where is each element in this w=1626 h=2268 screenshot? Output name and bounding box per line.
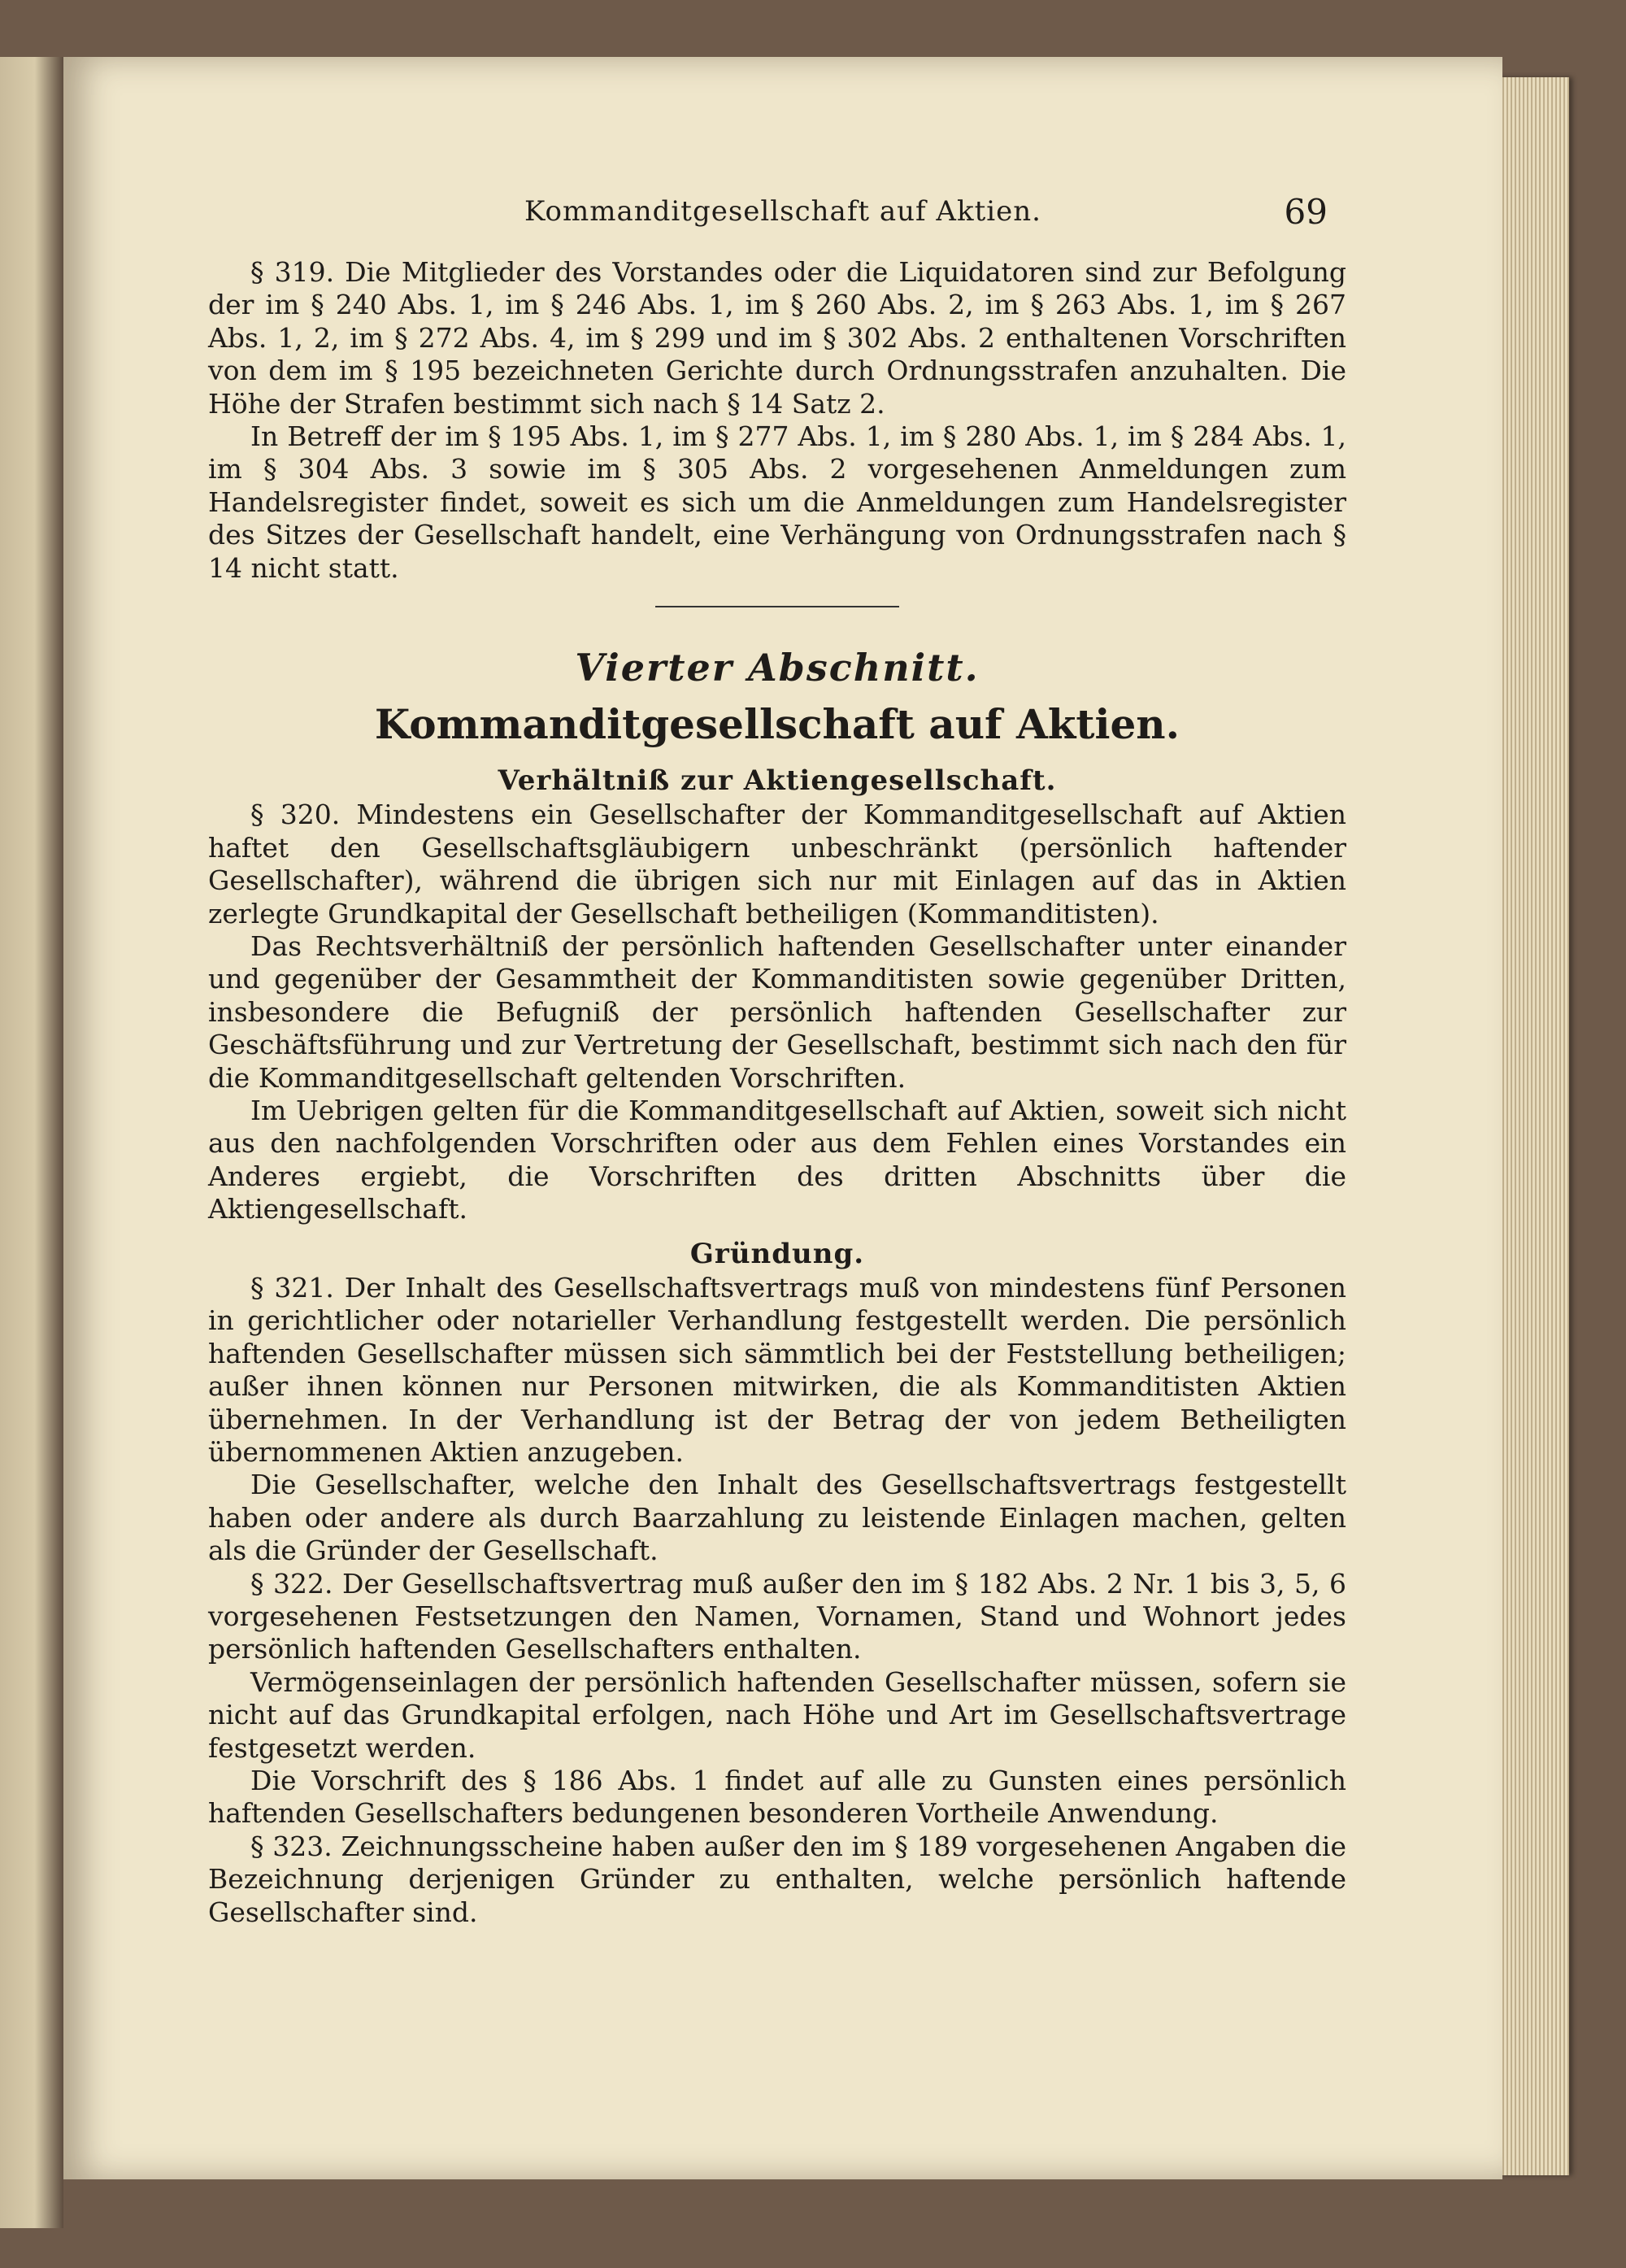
running-header xyxy=(63,192,1502,241)
paragraph-319: § 319. Die Mitglieder des Vorstandes oder die Liquidatoren sind zur Befolgung der im § 240 Abs. 1, im § 246 Abs. 1, im § 260 Abs. 2, im § 263 Abs. 1, im § 267 Abs. 1, 2, im § 272 Abs. 4, im § 299 und im § 302 Abs. 2 enthaltenen Vorschriften von dem im § 195 bezeichneten Gerichte durch Ordnungsstrafen anzuhalten. Die Höhe der Strafen bestimmt sich nach § 14 Satz 2. xyxy=(208,256,1346,420)
facing-page-edge xyxy=(0,57,63,2228)
paragraph-320: § 320. Mindestens ein Gesellschafter der Kommanditgesellschaft auf Aktien haftet den Gesellschaftsgläubigern unbeschränkt (persönlich haftender Gesellschafter), während die übrigen sich nur mit Einlagen auf das in Aktien zerlegte Grundkapital der Gesellschaft betheiligen (Kommanditisten). xyxy=(208,799,1346,929)
chapter-heading: Vierter Abschnitt. xyxy=(575,646,980,690)
paragraph-321-2: Die Gesellschafter, welche den Inhalt des Gesellschaftsvertrags festgestellt haben oder andere als durch Baarzahlung zu leistende Einlagen machen, gelten als die Gründer der Gesellschaft. xyxy=(208,1469,1346,1567)
running-header-title: Kommanditgesellschaft auf Aktien. xyxy=(524,195,1041,228)
paragraph-322-2: Vermögenseinlagen der persönlich haftenden Gesellschafter müssen, sofern sie nicht auf das Grundkapital erfolgen, nach Höhe und Art im Gesellschaftsvertrage festgesetzt werden. xyxy=(208,1665,1346,1764)
paragraph-320-2: Das Rechtsverhältniß der persönlich haftenden Gesellschafter unter einander und gegenüber der Gesammtheit der Kommanditisten sowie gegenüber Dritten, insbesondere die Befugniß der persönlich haftenden Gesellschafter zur Geschäftsführung und zur Vertretung der Gesellschaft, bestimmt sich nach den für die Kommanditgesellschaft geltenden Vorschriften. xyxy=(208,929,1346,1094)
paragraph-322: § 322. Der Gesellschaftsvertrag muß außer den im § 182 Abs. 2 Nr. 1 bis 3, 5, 6 vorgesehenen Festsetzungen den Namen, Vornamen, Stand und Wohnort jedes persönlich haftenden Gesellschafters enthalten. xyxy=(208,1567,1346,1665)
page-body xyxy=(208,256,1346,1929)
paragraph-321: § 321. Der Inhalt des Gesellschaftsvertrags muß von mindestens fünf Personen in gerichtlicher oder notarieller Verhandlung festgestellt werden. Die persönlich haftenden Gesellschafter müssen sich sämmtlich bei der Feststellung betheiligen; außer ihnen können nur Personen mitwirken, die als Kommanditisten Aktien übernehmen. In der Verhandlung ist der Betrag der von jedem Betheiligten übernommenen Aktien anzugeben. xyxy=(208,1271,1346,1468)
section-heading: Kommanditgesellschaft auf Aktien. xyxy=(374,700,1180,749)
paragraph-320-3: Im Uebrigen gelten für die Kommanditgesellschaft auf Aktien, soweit sich nicht aus den nachfolgenden Vorschriften oder aus dem Fehlen eines Vorstandes ein Anderes ergiebt, die Vorschriften des dritten Abschnitts über die Aktiengesellschaft. xyxy=(208,1094,1346,1225)
section-divider xyxy=(655,606,899,607)
subheading-founding: Gründung. xyxy=(689,1237,865,1270)
paragraph-323: § 323. Zeichnungsscheine haben außer den im § 189 vorgesehenen Angaben die Bezeichnung derjenigen Gründer zu enthalten, welche persönlich haftende Gesellschafter sind. xyxy=(208,1830,1346,1928)
paragraph-319-2: In Betreff der im § 195 Abs. 1, im § 277 Abs. 1, im § 280 Abs. 1, im § 284 Abs. 1, im § 304 Abs. 3 sowie im § 305 Abs. 2 vorgesehenen Anmeldungen zum Handelsregister findet, soweit es sich um die Anmeldungen zum Handelsregister des Sitzes der Gesellschaft handelt, eine Verhängung von Ordnungsstrafen nach § 14 nicht statt. xyxy=(208,420,1346,584)
paragraph-322-3: Die Vorschrift des § 186 Abs. 1 findet auf alle zu Gunsten eines persönlich haftenden Gesellschafters bedungenen besonderen Vortheile Anwendung. xyxy=(208,1765,1346,1830)
subheading-relationship: Verhältniß zur Aktiengesellschaft. xyxy=(498,764,1057,797)
page-number: 69 xyxy=(1284,192,1328,232)
book-page xyxy=(63,57,1502,2179)
